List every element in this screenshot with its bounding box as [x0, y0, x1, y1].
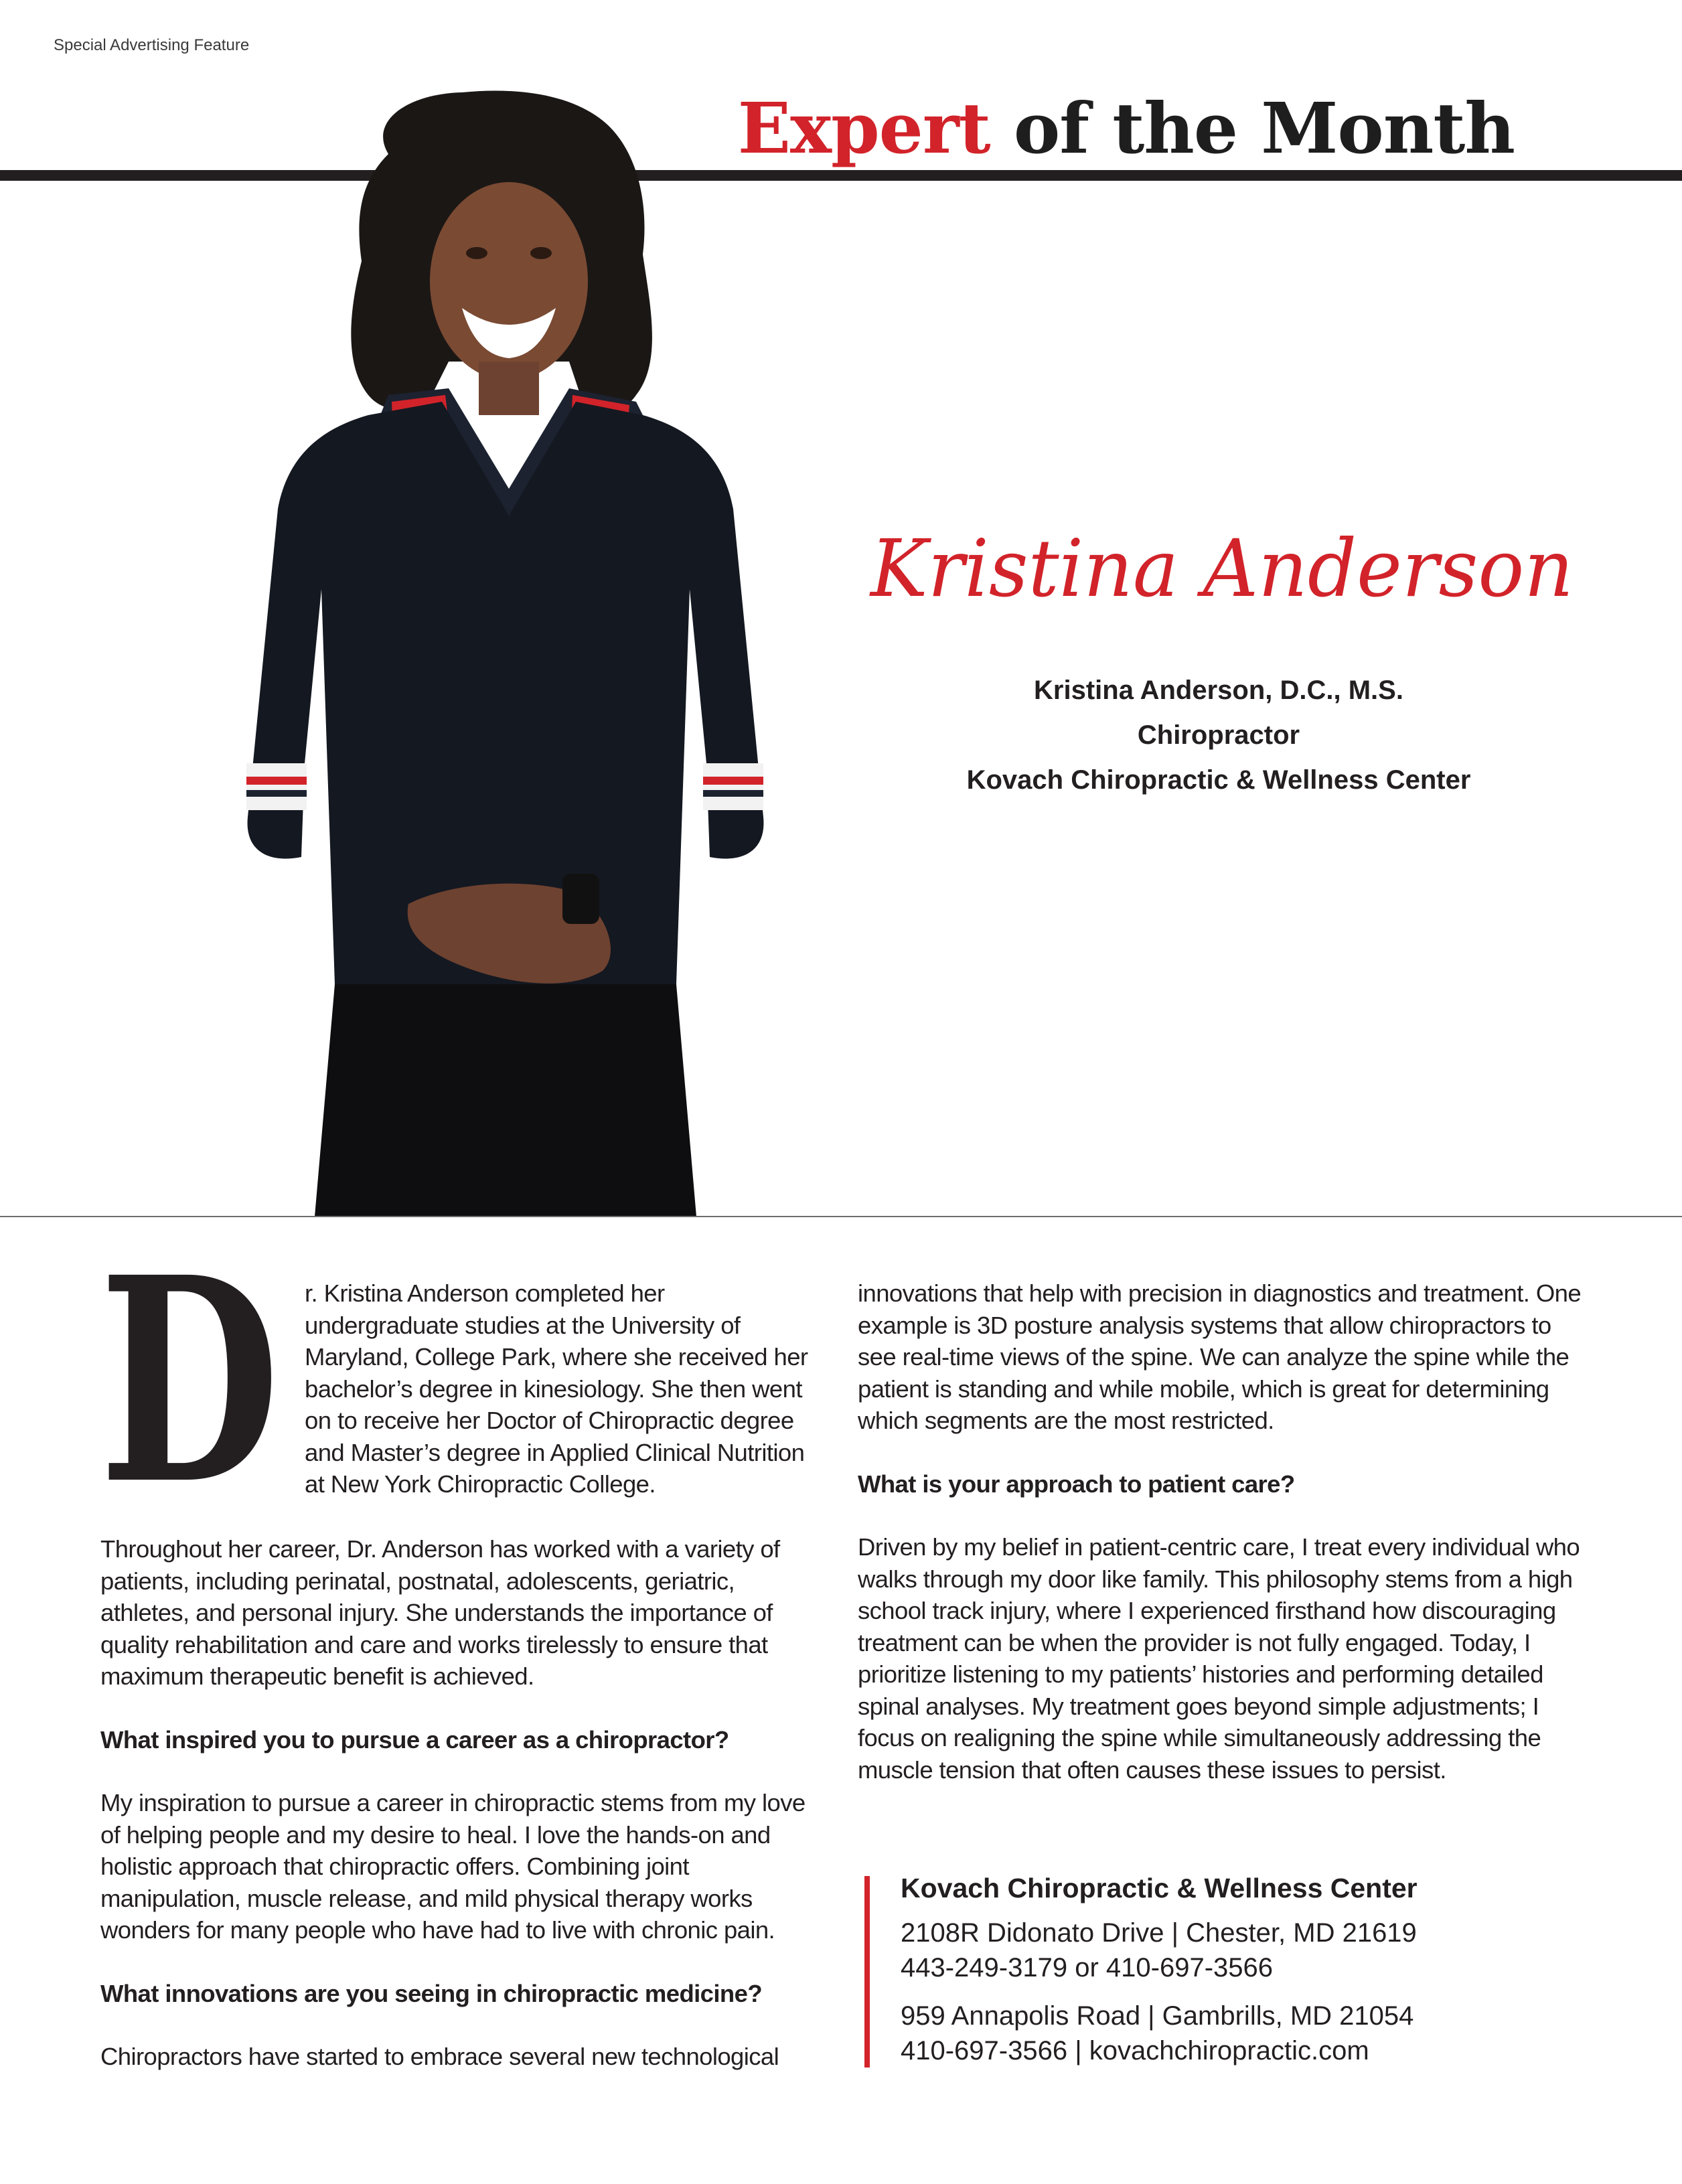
identity-block	[870, 668, 1567, 803]
question-inspiration: What inspired you to pursue a career as a chiropractor?	[100, 1725, 729, 1753]
contact-address-gambrills: 959 Annapolis Road | Gambrills, MD 21054	[901, 2001, 1414, 2031]
article-intro: r. Kristina Anderson completed her undergraduate studies at the University of Maryland, College Park, where she received her bachelor’s degree in kinesiology. She then went on to receive her Doctor of Chiropractic degree and Master’s degree in Applied Clinical Nutrition at New York Chiropractic College.	[305, 1279, 808, 1498]
svg-text:Kristina Anderson: Kristina Anderson	[869, 522, 1574, 615]
answer-innovations-start: Chiropractors have started to embrace several new technological	[100, 2043, 779, 2070]
signature	[864, 495, 1587, 649]
question-innovations: What innovations are you seeing in chiropractic medicine?	[100, 1979, 763, 2007]
answer-inspiration: My inspiration to pursue a career in chiropractic stems from my love of helping people and my desire to heal. I love the hands-on and holistic approach that chiropractic offers. Combining joint manipulation, muscle release, and mild physical therapy works wonders for many people who have had to live with chronic pain.	[100, 1789, 806, 1944]
drop-cap	[99, 1217, 287, 1547]
answer-patient-care: Driven by my belief in patient-centric care, I treat every individual who walks through my door like family. This philosophy stems from a high school track injury, where I experienced firsthand how discouraging treatment can be when the provider is not fully engaged. Today, I prioritize listening to my patients’ histories and performing detailed spinal analyses. My treatment goes beyond simple adjustments; I focus on realigning the spine while simultaneously addressing the muscle tension that often causes these issues to persist.	[858, 1533, 1580, 1784]
contact-accent-bar	[864, 1876, 870, 2068]
contact-block	[901, 1870, 1418, 2068]
article-left-column	[100, 1533, 824, 2073]
expert-practice: Kovach Chiropractic & Wellness Center	[966, 765, 1471, 795]
portrait-photo	[167, 80, 837, 1217]
answer-innovations-cont: innovations that help with precision in diagnostics and treatment. One example is 3D posture analysis systems that allow chiropractors to see real-time views of the spine. We can analyze the spine while the patient is standing and while mobile, which is great for determining which segments are the most restricted.	[858, 1279, 1582, 1434]
expert-name: Kristina Anderson, D.C., M.S.	[1034, 676, 1403, 705]
svg-text:D: D	[99, 1217, 280, 1547]
expert-role: Chiropractor	[1137, 720, 1300, 750]
title-accent: Expert	[737, 87, 990, 169]
article-right-column	[858, 1277, 1588, 1786]
title-rest: of the Month	[1013, 87, 1515, 169]
question-patient-care: What is your approach to patient care?	[858, 1470, 1295, 1498]
paragraph-career: Throughout her career, Dr. Anderson has worked with a variety of patients, including perinatal, postnatal, adolescents, geriatric, athletes, and personal injury. She understands the importance of quality rehabilitation and care and works tirelessly to ensure that maximum therapeutic benefit is achieved.	[100, 1535, 780, 1690]
contact-phone-chester: 443-249-3179 or 410-697-3566	[901, 1953, 1273, 1982]
contact-phone-website[interactable]: 410-697-3566 | kovachchiropractic.com	[901, 2036, 1369, 2065]
page-title	[737, 87, 1515, 169]
contact-address-chester: 2108R Didonato Drive | Chester, MD 21619	[901, 1918, 1417, 1948]
feature-label: Special Advertising Feature	[54, 36, 250, 54]
contact-name: Kovach Chiropractic & Wellness Center	[901, 1873, 1418, 1903]
